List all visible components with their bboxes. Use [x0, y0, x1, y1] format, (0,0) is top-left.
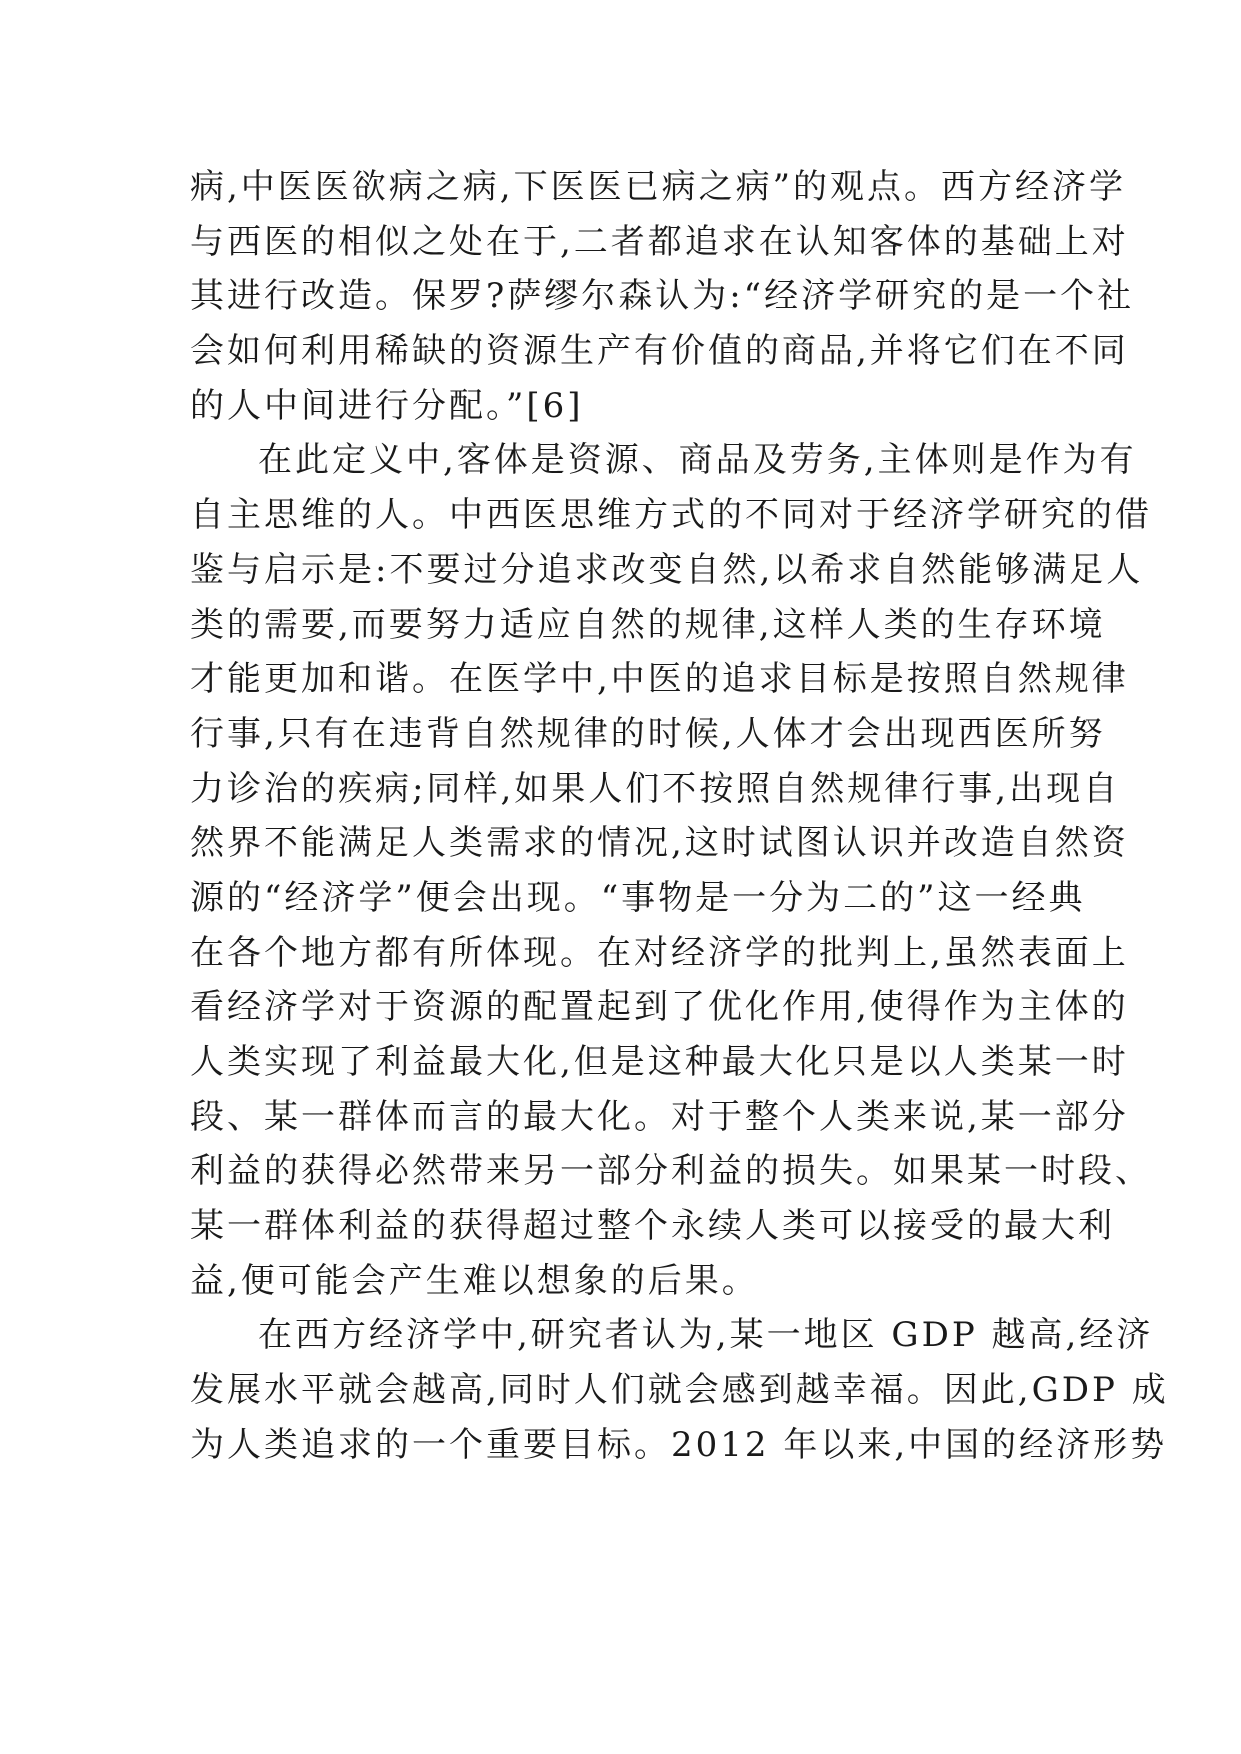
paragraph-first-line: 在西方经济学中,研究者认为,某一地区 GDP 越高,经济	[258, 1315, 1154, 1356]
text-line: 段、某一群体而言的最大化。对于整个人类来说,某一部分	[190, 1096, 1129, 1137]
text-line: 为人类追求的一个重要目标。2012 年以来,中国的经济形势	[190, 1424, 1168, 1465]
text-line: 利益的获得必然带来另一部分利益的损失。如果某一时段、	[190, 1151, 1152, 1192]
text-line: 自主思维的人。中西医思维方式的不同对于经济学研究的借	[190, 495, 1152, 536]
text-line: 病,中医医欲病之病,下医医已病之病”的观点。西方经济学	[190, 167, 1126, 207]
text-line: 看经济学对于资源的配置起到了优化作用,使得作为主体的	[190, 987, 1129, 1028]
text-line: 源的“经济学”便会出现。“事物是一分为二的”这一经典	[190, 877, 1086, 918]
text-line: 与西医的相似之处在于,二者都追求在认知客体的基础上对	[190, 221, 1129, 262]
text-line: 发展水平就会越高,同时人们就会感到越幸福。因此,GDP 成	[190, 1370, 1169, 1411]
text-line: 的人中间进行分配。”[6]	[190, 385, 584, 426]
text-line: 类的需要,而要努力适应自然的规律,这样人类的生存环境	[190, 604, 1106, 645]
text-line: 然界不能满足人类需求的情况,这时试图认识并改造自然资	[190, 823, 1129, 864]
body-text	[190, 160, 1169, 1473]
text-line: 会如何利用稀缺的资源生产有价值的商品,并将它们在不同	[190, 331, 1129, 372]
text-line: 某一群体利益的获得超过整个永续人类可以接受的最大利	[190, 1206, 1115, 1247]
text-line: 在各个地方都有所体现。在对经济学的批判上,虽然表面上	[190, 932, 1129, 973]
text-line: 鉴与启示是:不要过分追求改变自然,以希求自然能够满足人	[190, 549, 1144, 590]
text-line: 益,便可能会产生难以想象的后果。	[190, 1260, 759, 1301]
text-line: 行事,只有在违背自然规律的时候,人体才会出现西医所努	[190, 713, 1106, 754]
text-line: 才能更加和谐。在医学中,中医的追求目标是按照自然规律	[190, 659, 1129, 700]
text-line: 力诊治的疾病;同样,如果人们不按照自然规律行事,出现自	[190, 768, 1121, 809]
text-line: 其进行改造。保罗?萨缪尔森认为:“经济学研究的是一个社	[190, 276, 1135, 317]
paragraph-first-line: 在此定义中,客体是资源、商品及劳务,主体则是作为有	[258, 440, 1137, 481]
text-line: 人类实现了利益最大化,但是这种最大化只是以人类某一时	[190, 1042, 1129, 1082]
